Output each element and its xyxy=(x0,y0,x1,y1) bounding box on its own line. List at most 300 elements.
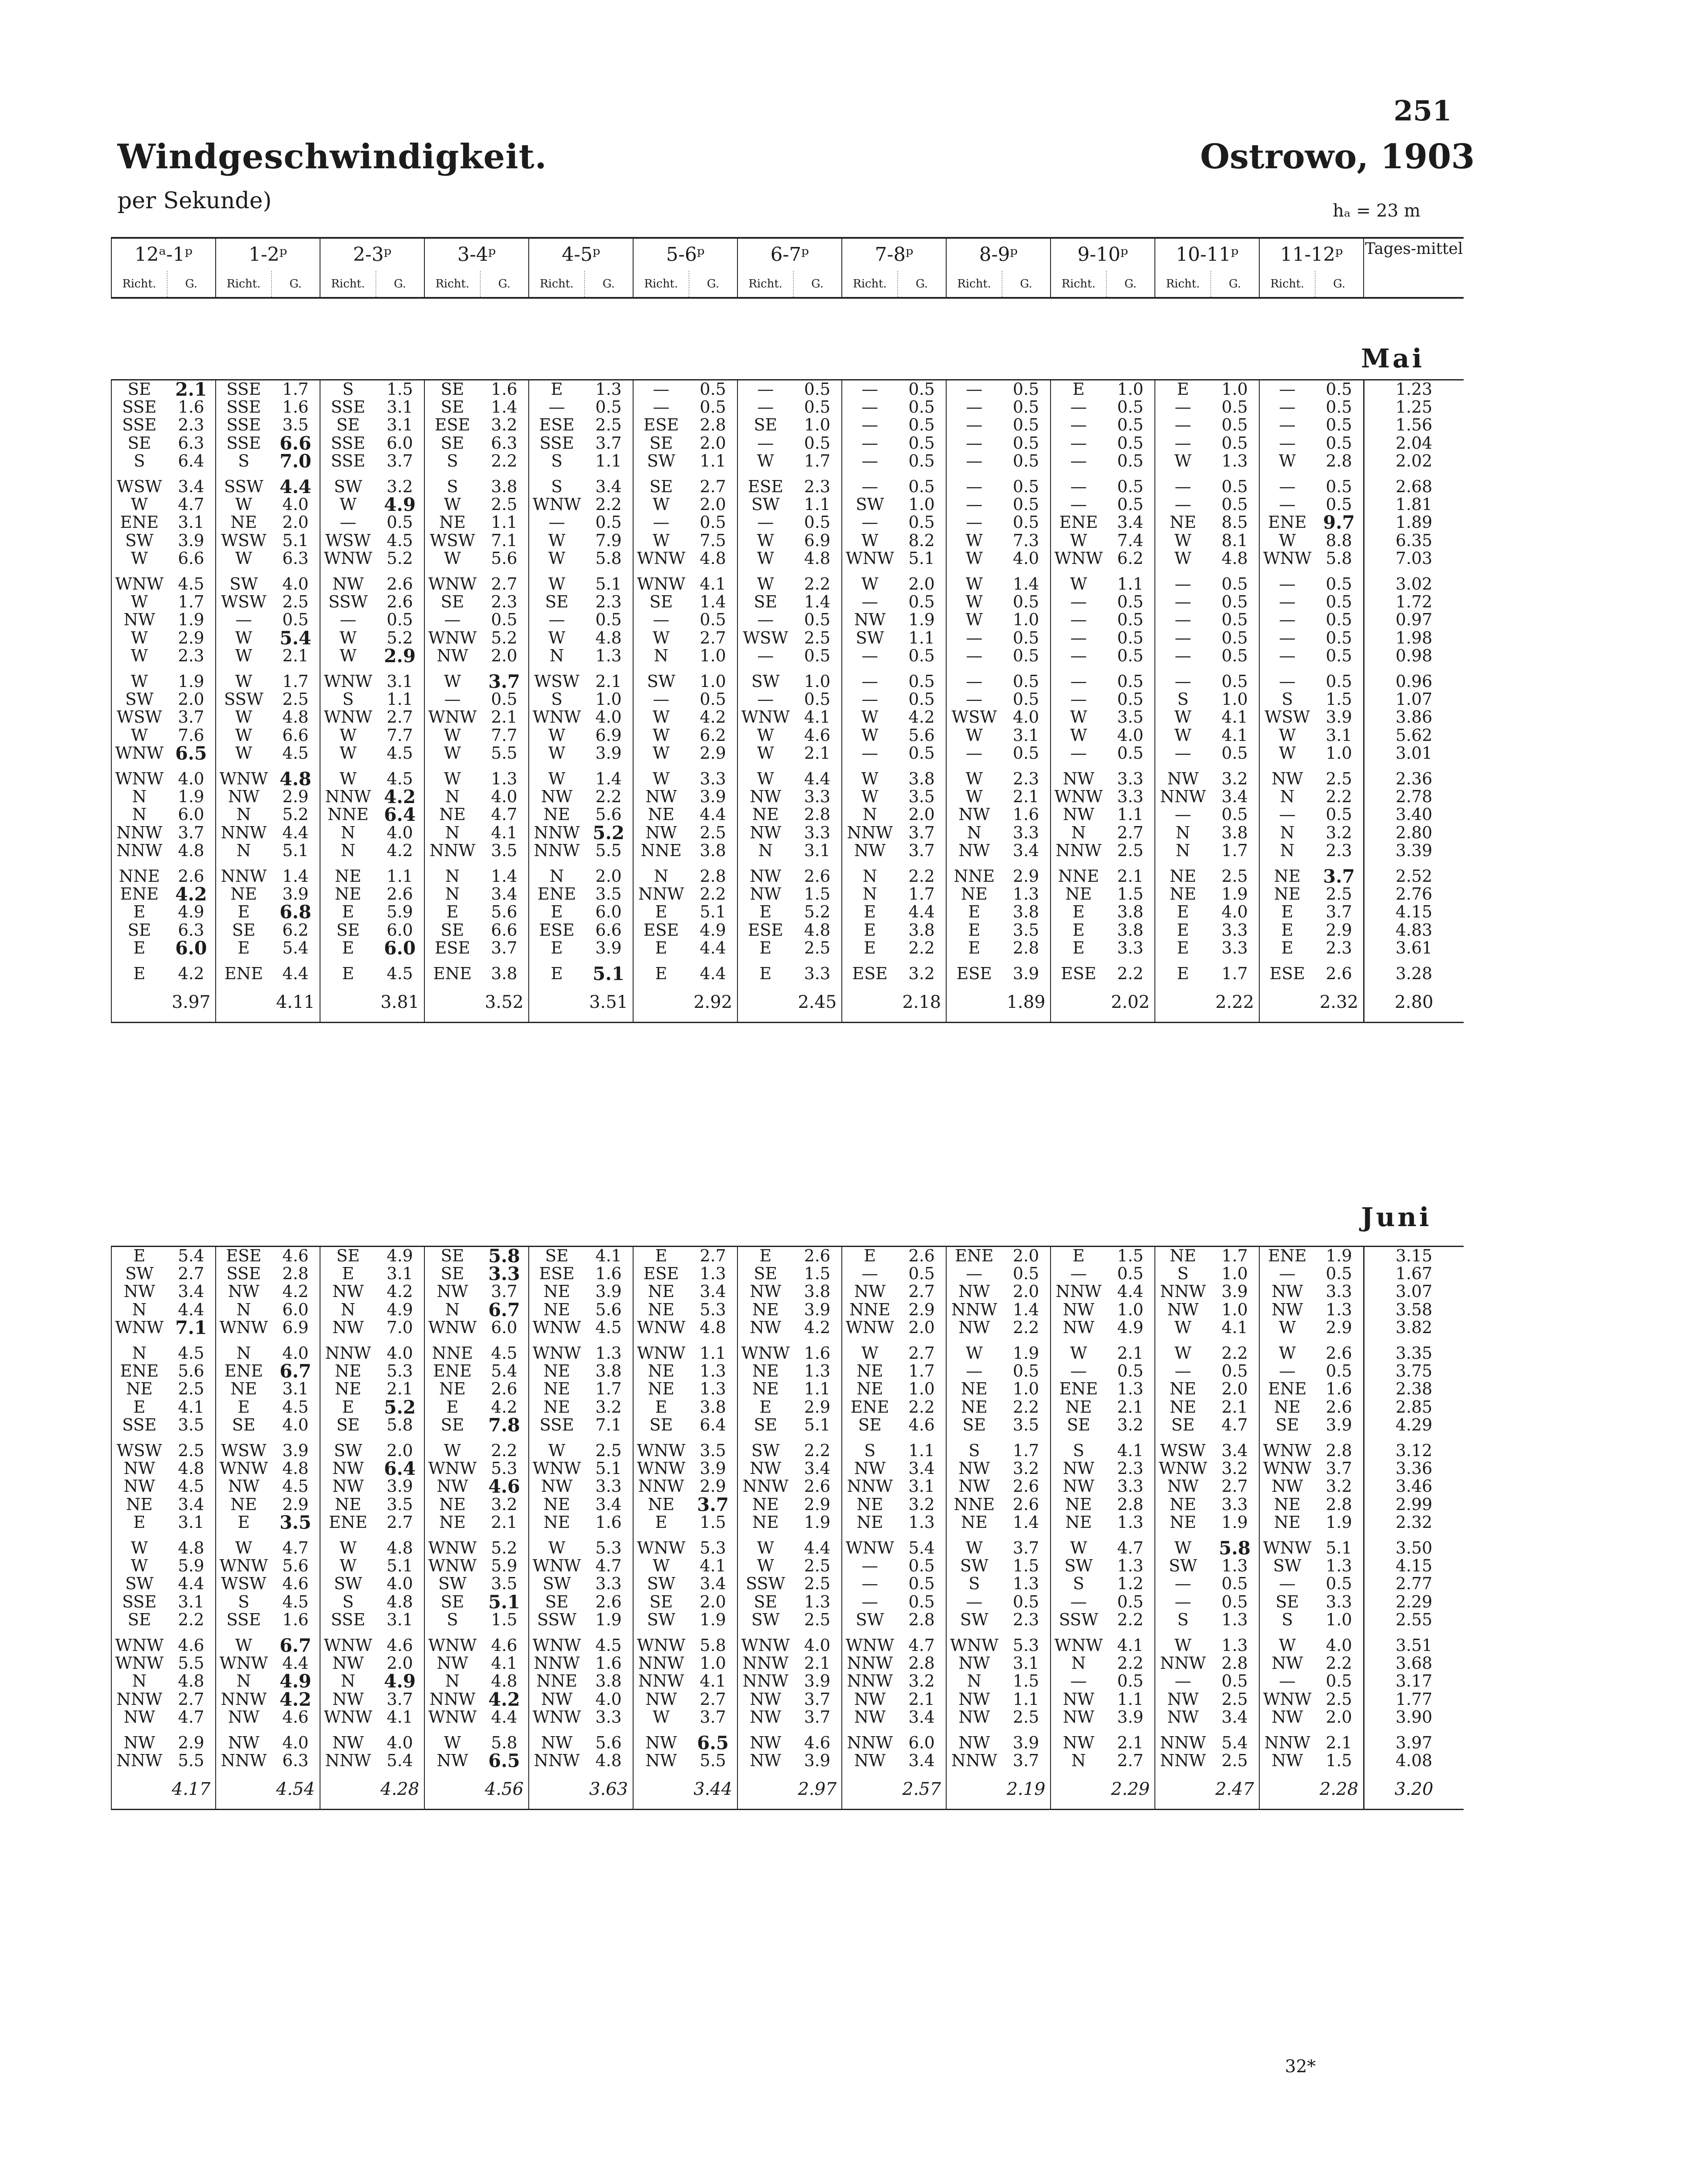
direction-cell: NE xyxy=(1051,1514,1106,1531)
direction-cell: SE xyxy=(529,1593,584,1611)
direction-cell: S xyxy=(320,1593,376,1611)
speed-cell: 1.6 xyxy=(595,1265,622,1283)
speed-cell: 4.1 xyxy=(491,824,517,842)
speed-cell: 5.3 xyxy=(1013,1636,1039,1655)
speed-cell: 2.9 xyxy=(178,1733,204,1752)
speed-cell: 4.6 xyxy=(387,1636,413,1655)
speed-cell: 1.1 xyxy=(595,452,622,470)
speed-cell: 2.8 xyxy=(1326,452,1352,470)
direction-cell: ENE xyxy=(424,1362,480,1380)
speed-cell: 4.1 xyxy=(387,1708,413,1727)
speed-cell: 1.5 xyxy=(804,1265,831,1283)
direction-cell: W xyxy=(1155,452,1211,470)
direction-cell: W xyxy=(424,1726,480,1752)
hour-average-cell: 4.54 xyxy=(276,1779,315,1800)
speed-cell: 6.4 xyxy=(178,452,204,470)
speed-cell: 3.9 xyxy=(1326,708,1352,727)
direction-cell: NE xyxy=(1155,1247,1211,1265)
direction-cell: E xyxy=(529,903,584,921)
speed-cell: 0.5 xyxy=(1221,1575,1248,1593)
speed-cell: 2.8 xyxy=(282,1265,309,1283)
direction-cell: SE xyxy=(842,1416,897,1434)
speed-cell: 0.5 xyxy=(700,690,726,709)
speed-cell: 2.1 xyxy=(1117,867,1144,886)
speed-cell: 5.3 xyxy=(491,1460,517,1478)
speed-cell: 5.8 xyxy=(700,1636,726,1655)
speed-cell: 3.7 xyxy=(387,1690,413,1708)
direction-cell: W xyxy=(1051,708,1106,726)
speed-cell: 2.1 xyxy=(387,1380,413,1398)
speed-cell: 1.7 xyxy=(908,1362,935,1380)
direction-cell: — xyxy=(1051,452,1106,470)
average-spacer xyxy=(320,983,376,1023)
speed-cell: 3.3 xyxy=(1326,1593,1352,1611)
speed-cell: 2.5 xyxy=(1326,1690,1352,1708)
speed-cell: 4.5 xyxy=(282,1593,309,1611)
table-row xyxy=(111,762,1464,788)
direction-cell: N xyxy=(320,842,376,860)
direction-cell: W xyxy=(216,665,271,690)
speed-cell: 3.3 xyxy=(804,964,831,983)
speed-cell: 5.8 xyxy=(1326,549,1352,568)
direction-cell: W xyxy=(737,567,793,593)
daily-mean-cell: 3.35 xyxy=(1364,1337,1464,1362)
direction-cell: W xyxy=(424,762,480,788)
speed-cell: 2.5 xyxy=(804,1610,831,1629)
speed-cell: 3.4 xyxy=(908,1752,935,1770)
direction-cell: SE xyxy=(424,398,480,416)
direction-cell: — xyxy=(946,744,1002,762)
speed-cell: 2.1 xyxy=(908,1690,935,1708)
daily-mean-cell: 3.12 xyxy=(1364,1434,1464,1460)
speed-cell: 6.7 xyxy=(279,1362,312,1380)
speed-cell: 1.9 xyxy=(595,1610,622,1629)
hour-average-cell: 2.22 xyxy=(1215,992,1254,1013)
direction-cell: WNW xyxy=(320,1708,376,1726)
speed-cell: 7.6 xyxy=(178,726,204,744)
direction-cell: W xyxy=(1051,1337,1106,1362)
speed-cell: 2.9 xyxy=(804,1495,831,1514)
speed-cell: 4.8 xyxy=(178,1672,204,1691)
direction-cell: W xyxy=(1259,452,1315,470)
speed-cell: 4.5 xyxy=(178,1477,204,1496)
direction-cell: — xyxy=(1259,496,1315,513)
table-row xyxy=(111,1672,1464,1690)
direction-cell: W xyxy=(320,727,376,744)
daily-mean-cell: 3.28 xyxy=(1364,957,1464,983)
speed-cell: 2.1 xyxy=(1221,1398,1248,1416)
speed-cell: 0.5 xyxy=(1013,416,1039,434)
daily-mean-cell: 3.36 xyxy=(1364,1460,1464,1477)
speed-cell: 0.5 xyxy=(700,513,726,532)
speed-cell: 3.8 xyxy=(908,921,935,939)
direction-cell: ESE xyxy=(633,921,689,939)
speed-cell: 1.1 xyxy=(1013,1690,1039,1708)
speed-cell: 3.9 xyxy=(1013,964,1039,983)
speed-cell: 1.9 xyxy=(1013,1344,1039,1363)
speed-cell: 1.6 xyxy=(1326,1380,1352,1398)
direction-cell: NW xyxy=(111,1283,167,1300)
direction-cell: ESE xyxy=(529,1265,584,1283)
direction-cell: S xyxy=(424,452,480,470)
speed-cell: 5.2 xyxy=(387,549,413,568)
speed-cell: 4.0 xyxy=(1013,549,1039,568)
direction-cell: — xyxy=(1155,416,1211,434)
speed-cell: 4.1 xyxy=(804,708,831,727)
direction-cell: NE xyxy=(1259,1514,1315,1531)
direction-cell: ENE xyxy=(1051,513,1106,531)
speed-cell: 0.5 xyxy=(1013,477,1039,496)
speed-cell: 3.7 xyxy=(804,1708,831,1727)
speed-cell: 2.5 xyxy=(178,1380,204,1398)
speed-cell: 8.2 xyxy=(908,531,935,550)
direction-cell: SE xyxy=(737,593,793,611)
direction-cell: WNW xyxy=(633,567,689,593)
direction-cell: ENE xyxy=(1259,1380,1315,1398)
speed-cell: 6.2 xyxy=(700,726,726,744)
direction-cell: WNW xyxy=(320,708,376,726)
speed-cell: 1.3 xyxy=(595,1344,622,1363)
speed-cell: 4.0 xyxy=(804,1636,831,1655)
speed-cell: 2.7 xyxy=(700,629,726,647)
average-spacer xyxy=(1155,1770,1211,1810)
speed-cell: 1.3 xyxy=(1013,885,1039,904)
speed-cell: 2.0 xyxy=(700,1593,726,1611)
station-title: Ostrowo, 1903 xyxy=(1200,137,1475,177)
direction-cell: — xyxy=(842,380,897,399)
direction-cell: W xyxy=(842,762,897,788)
direction-cell: — xyxy=(424,611,480,629)
speed-cell: 7.8 xyxy=(488,1416,520,1434)
direction-cell: NW xyxy=(1051,1708,1106,1726)
direction-cell: E xyxy=(216,1398,271,1416)
direction-cell: E xyxy=(633,903,689,921)
speed-cell: 2.2 xyxy=(908,867,935,886)
speed-cell: 0.5 xyxy=(1117,1672,1144,1691)
direction-cell: SE xyxy=(111,1611,167,1629)
daily-mean-cell: 3.50 xyxy=(1364,1531,1464,1557)
speed-cell: 5.2 xyxy=(491,1538,517,1557)
direction-cell: NW xyxy=(320,1319,376,1337)
speed-cell: 5.4 xyxy=(178,1246,204,1265)
speed-cell: 4.1 xyxy=(1221,708,1248,727)
direction-cell: W xyxy=(737,550,793,567)
average-spacer xyxy=(529,983,584,1023)
hour-column-header: 8-9ᵖ xyxy=(946,238,1051,271)
direction-cell: SSE xyxy=(216,380,271,399)
direction-cell: — xyxy=(842,647,897,665)
direction-subheader: Richt. xyxy=(216,271,271,298)
speed-cell: 5.5 xyxy=(491,744,517,763)
direction-cell: W xyxy=(1155,708,1211,726)
hour-average-cell: 4.28 xyxy=(380,1779,420,1800)
speed-cell: 1.0 xyxy=(1013,1380,1039,1398)
direction-cell: NE xyxy=(737,1362,793,1380)
speed-cell: 1.5 xyxy=(1117,885,1144,904)
speed-cell: 4.0 xyxy=(387,1575,413,1593)
direction-cell: W xyxy=(424,550,480,567)
speed-cell: 2.7 xyxy=(387,708,413,727)
direction-cell: WNW xyxy=(946,1629,1002,1654)
direction-cell: N xyxy=(216,1672,271,1690)
speed-cell: 4.5 xyxy=(178,574,204,594)
hour-average-cell: 3.52 xyxy=(484,992,524,1013)
direction-cell: WNW xyxy=(1259,550,1315,567)
direction-cell: SE xyxy=(946,1416,1002,1434)
speed-cell: 0.5 xyxy=(908,1593,935,1611)
speed-cell: 0.5 xyxy=(1013,1265,1039,1283)
speed-cell: 3.5 xyxy=(1013,1416,1039,1434)
table-row xyxy=(111,665,1464,690)
direction-cell: NE xyxy=(529,1514,584,1531)
speed-cell: 0.5 xyxy=(1117,434,1144,452)
direction-cell: NE xyxy=(320,885,376,903)
direction-cell: NE xyxy=(1051,1496,1106,1514)
speed-cell: 7.7 xyxy=(491,726,517,744)
direction-cell: NW xyxy=(1155,1708,1211,1726)
direction-cell: SSE xyxy=(216,434,271,452)
speed-cell: 2.7 xyxy=(908,1283,935,1301)
speed-cell: 3.5 xyxy=(908,788,935,806)
speed-cell: 3.2 xyxy=(1221,1460,1248,1478)
direction-cell: SW xyxy=(842,1611,897,1629)
direction-cell: W xyxy=(320,647,376,665)
direction-cell: — xyxy=(1051,1593,1106,1611)
direction-cell: NW xyxy=(946,1691,1002,1708)
average-spacer xyxy=(633,1770,689,1810)
direction-cell: — xyxy=(1259,398,1315,416)
speed-cell: 4.7 xyxy=(178,496,204,514)
direction-cell: — xyxy=(1051,470,1106,496)
direction-cell: NE xyxy=(737,806,793,824)
direction-cell: N xyxy=(842,885,897,903)
daily-mean-cell: 3.02 xyxy=(1364,567,1464,593)
direction-cell: — xyxy=(1155,593,1211,611)
speed-cell: 0.5 xyxy=(1117,744,1144,763)
direction-cell: SE xyxy=(320,1247,376,1265)
speed-cell: 4.0 xyxy=(282,496,309,514)
direction-cell: N xyxy=(320,1301,376,1319)
speed-cell: 3.7 xyxy=(908,824,935,842)
speed-cell: 2.0 xyxy=(908,1318,935,1337)
speed-subheader: G. xyxy=(689,271,737,298)
direction-cell: NNW xyxy=(1155,1752,1211,1770)
speed-cell: 1.6 xyxy=(282,1610,309,1629)
speed-cell: 1.5 xyxy=(804,885,831,904)
speed-cell: 0.5 xyxy=(1117,398,1144,417)
speed-cell: 6.0 xyxy=(384,939,416,957)
speed-cell: 2.3 xyxy=(1117,1460,1144,1478)
speed-cell: 4.2 xyxy=(178,964,204,983)
direction-cell: NNW xyxy=(320,1752,376,1770)
direction-cell: NW xyxy=(216,1283,271,1300)
direction-cell: NNW xyxy=(111,824,167,842)
table-row xyxy=(111,885,1464,903)
direction-cell: N xyxy=(320,824,376,842)
direction-cell: NE xyxy=(1155,1380,1211,1398)
speed-subheader: G. xyxy=(1211,271,1259,298)
speed-cell: 2.9 xyxy=(700,1477,726,1496)
direction-subheader: Richt. xyxy=(529,271,584,298)
speed-cell: 3.8 xyxy=(491,964,517,983)
direction-cell: — xyxy=(1155,665,1211,690)
speed-cell: 0.5 xyxy=(1326,416,1352,434)
direction-cell: — xyxy=(1155,1593,1211,1611)
direction-cell: W xyxy=(111,647,167,665)
speed-cell: 1.4 xyxy=(700,593,726,611)
speed-cell: 0.5 xyxy=(1326,496,1352,514)
speed-cell: 2.2 xyxy=(1117,964,1144,983)
speed-cell: 2.8 xyxy=(1326,1441,1352,1460)
speed-cell: 2.6 xyxy=(595,1593,622,1611)
direction-cell: W xyxy=(216,1629,271,1654)
speed-cell: 2.8 xyxy=(700,416,726,434)
speed-cell: 2.0 xyxy=(491,647,517,665)
speed-cell: 2.5 xyxy=(804,629,831,647)
direction-cell: NNW xyxy=(946,1752,1002,1770)
direction-cell: E xyxy=(111,939,167,957)
direction-cell: WNW xyxy=(633,1337,689,1362)
average-spacer xyxy=(424,983,480,1023)
speed-cell: 4.2 xyxy=(384,788,416,806)
speed-cell: 1.4 xyxy=(282,867,309,886)
speed-cell: 0.5 xyxy=(1013,452,1039,470)
speed-cell: 1.6 xyxy=(804,1344,831,1363)
direction-cell: NW xyxy=(1259,762,1315,788)
direction-cell: NNW xyxy=(1051,1283,1106,1300)
speed-subheader: G. xyxy=(271,271,320,298)
speed-cell: 0.5 xyxy=(1117,593,1144,611)
direction-cell: W xyxy=(946,611,1002,629)
speed-cell: 6.6 xyxy=(595,921,622,939)
direction-cell: NW xyxy=(946,1654,1002,1672)
direction-cell: W xyxy=(1155,550,1211,567)
direction-cell: W xyxy=(1155,532,1211,550)
direction-cell: NNE xyxy=(1051,860,1106,885)
direction-cell: N xyxy=(737,842,793,860)
speed-cell: 3.7 xyxy=(1013,1538,1039,1557)
direction-cell: NNE xyxy=(946,1496,1002,1514)
direction-cell: SW xyxy=(320,1575,376,1593)
table-row xyxy=(111,1531,1464,1557)
daily-mean-cell: 3.07 xyxy=(1364,1283,1464,1300)
direction-cell: S xyxy=(1155,1611,1211,1629)
direction-cell: NNE xyxy=(111,860,167,885)
speed-cell: 3.3 xyxy=(804,788,831,806)
speed-cell: 4.0 xyxy=(595,708,622,727)
speed-cell: 2.3 xyxy=(1013,769,1039,788)
speed-cell: 4.5 xyxy=(387,964,413,983)
speed-cell: 0.5 xyxy=(282,611,309,629)
direction-cell: N xyxy=(216,1301,271,1319)
direction-cell: NW xyxy=(1051,762,1106,788)
station-elevation: hₐ = 23 m xyxy=(1333,201,1421,221)
direction-cell: NNW xyxy=(111,1691,167,1708)
speed-cell: 1.3 xyxy=(1013,1575,1039,1593)
speed-cell: 3.3 xyxy=(1221,921,1248,939)
direction-cell: E xyxy=(1051,939,1106,957)
speed-cell: 0.5 xyxy=(491,611,517,629)
direction-cell: — xyxy=(320,513,376,531)
speed-cell: 3.9 xyxy=(178,531,204,550)
speed-cell: 2.6 xyxy=(804,1477,831,1496)
direction-cell: WNW xyxy=(842,1319,897,1337)
direction-cell: WNW xyxy=(842,1531,897,1557)
direction-cell: — xyxy=(737,513,793,531)
direction-cell: NNW xyxy=(1259,1726,1315,1752)
direction-cell: ENE xyxy=(111,513,167,531)
direction-cell: NNW xyxy=(111,1752,167,1770)
speed-cell: 4.7 xyxy=(1117,1538,1144,1557)
speed-cell: 5.8 xyxy=(387,1416,413,1434)
direction-cell: — xyxy=(1259,1575,1315,1593)
month-label-mai: Mai xyxy=(1361,343,1425,374)
speed-cell: 6.4 xyxy=(700,1416,726,1434)
direction-cell: WNW xyxy=(1051,1629,1106,1654)
speed-cell: 2.2 xyxy=(595,496,622,514)
speed-cell: 2.5 xyxy=(178,1441,204,1460)
direction-cell: WNW xyxy=(320,1629,376,1654)
daily-mean-cell: 3.68 xyxy=(1364,1654,1464,1672)
speed-cell: 4.8 xyxy=(1221,549,1248,568)
speed-cell: 4.8 xyxy=(178,841,204,860)
speed-cell: 1.1 xyxy=(700,1344,726,1363)
direction-cell: NW xyxy=(320,1726,376,1752)
speed-cell: 3.4 xyxy=(178,1495,204,1514)
direction-cell: E xyxy=(529,380,584,399)
direction-cell: W xyxy=(633,762,689,788)
speed-cell: 1.3 xyxy=(1117,1513,1144,1532)
direction-cell: — xyxy=(1259,470,1315,496)
direction-cell: S xyxy=(946,1434,1002,1460)
speed-cell: 4.2 xyxy=(908,708,935,727)
speed-cell: 5.1 xyxy=(804,1416,831,1434)
speed-cell: 2.6 xyxy=(1326,964,1352,983)
speed-cell: 2.7 xyxy=(178,1265,204,1283)
speed-cell: 3.5 xyxy=(279,1513,312,1532)
daily-mean-cell: 2.78 xyxy=(1364,788,1464,806)
direction-cell: W xyxy=(320,1531,376,1557)
direction-cell: SSE xyxy=(111,398,167,416)
direction-cell: — xyxy=(842,665,897,690)
table-row xyxy=(111,1398,1464,1416)
direction-cell: WNW xyxy=(633,1629,689,1654)
daily-mean-cell: 1.81 xyxy=(1364,496,1464,513)
speed-cell: 0.5 xyxy=(804,690,831,709)
speed-cell: 0.5 xyxy=(908,744,935,763)
speed-cell: 3.7 xyxy=(1326,903,1352,921)
daily-mean-cell: 2.55 xyxy=(1364,1611,1464,1629)
table-row xyxy=(111,629,1464,647)
speed-cell: 6.0 xyxy=(387,921,413,939)
speed-cell: 1.4 xyxy=(1013,574,1039,594)
direction-cell: NNW xyxy=(633,885,689,903)
direction-cell: W xyxy=(216,1531,271,1557)
speed-cell: 3.1 xyxy=(387,1265,413,1283)
direction-cell: — xyxy=(946,434,1002,452)
speed-cell: 5.4 xyxy=(282,939,309,957)
direction-cell: W xyxy=(111,1531,167,1557)
speed-cell: 0.5 xyxy=(1221,806,1248,824)
direction-cell: SE xyxy=(633,434,689,452)
page-subtitle: per Sekunde) xyxy=(117,188,272,214)
direction-cell: NW xyxy=(842,1752,897,1770)
direction-cell: NNW xyxy=(737,1477,793,1495)
direction-cell: SE xyxy=(424,380,480,399)
speed-cell: 4.6 xyxy=(282,1708,309,1727)
direction-cell: E xyxy=(633,957,689,983)
speed-cell: 3.3 xyxy=(700,769,726,788)
